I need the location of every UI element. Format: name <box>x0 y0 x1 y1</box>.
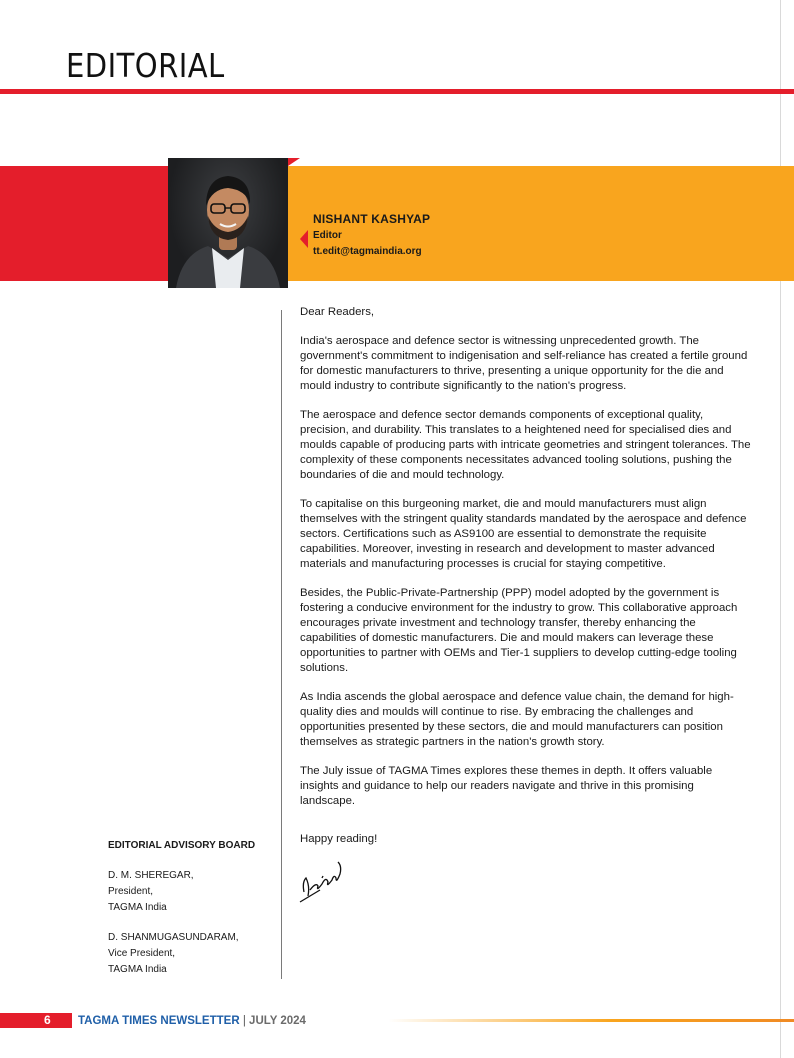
member-org: TAGMA India <box>108 902 167 913</box>
letter-paragraph: The July issue of TAGMA Times explores these themes in depth. It offers valuable insights and guidance to help our readers navigate and thrive in this promising landscape. <box>300 765 713 807</box>
footer-separator: | <box>242 1015 246 1027</box>
board-member <box>108 868 255 916</box>
member-name: D. SHANMUGASUNDARAM, <box>108 932 239 943</box>
editorial-letter <box>300 305 752 823</box>
board-member <box>108 930 255 978</box>
footer-publication-line <box>78 1014 306 1028</box>
page-number: 6 <box>44 1013 51 1027</box>
footer-page-block <box>0 1013 72 1028</box>
editor-role: Editor <box>313 230 342 241</box>
member-org: TAGMA India <box>108 964 167 975</box>
advisory-board-title: EDITORIAL ADVISORY BOARD <box>108 840 256 851</box>
editor-photo <box>168 158 288 288</box>
member-name: D. M. SHEREGAR, <box>108 870 194 881</box>
letter-paragraph: The aerospace and defence sector demands components of exceptional quality, precision, and durability. This translates to a heightened need for specialised dies and moulds capable of producing parts with intricate geometries and stringent tolerances. The complexity of these components necessitates advanced tooling solutions, pushing the boundaries of die and mould technology. <box>300 409 751 481</box>
advisory-board <box>108 838 255 992</box>
member-position: Vice President, <box>108 948 176 959</box>
footer-gradient-rule <box>388 1019 794 1022</box>
band-corner-accent <box>288 158 300 166</box>
editor-name: NISHANT KASHYAP <box>313 212 431 226</box>
page-title: EDITORIAL <box>66 46 225 85</box>
letter-paragraph: To capitalise on this burgeoning market, die and mould manufacturers must align themselves with the stringent quality standards mandated by the aerospace and defence sectors. Certifications such as AS9100 are essential to demonstrate the requisite capabilities. Moreover, investing in research and development to master advanced materials and manufacturing processes is crucial for staying competitive. <box>300 498 747 570</box>
letter-paragraph: Besides, the Public-Private-Partnership (PPP) model adopted by the government is fostering a conducive environment for the industry to grow. This collaborative approach encourages private investment and technology transfer, thereby enhancing the capabilities of domestic manufacturers. Die and mould makers can leverage these opportunities to partner with OEMs and Tier-1 suppliers to develop cutting-edge tooling solutions. <box>300 587 738 674</box>
issue-date: JULY 2024 <box>249 1015 306 1027</box>
letter-closing: Happy reading! <box>300 833 378 845</box>
letter-paragraph: As India ascends the global aerospace and defence value chain, the demand for high-quality dies and moulds will continue to rise. By embracing the challenges and opportunities presented by these sectors, die and mould manufacturers can position themselves as strategic partners in the nation's growth story. <box>300 691 734 748</box>
column-divider <box>281 310 282 979</box>
title-rule <box>0 89 794 94</box>
editor-signature <box>296 852 352 913</box>
letter-paragraph: India's aerospace and defence sector is witnessing unprecedented growth. The government's commitment to indigenisation and self-reliance has created a fertile ground for domestic manufacturers to thrive, presenting a unique opportunity for the die and mould industry to contribute significantly to the nation's progress. <box>300 335 748 392</box>
name-pointer-triangle <box>300 230 308 248</box>
publication-name: TAGMA TIMES NEWSLETTER <box>78 1015 240 1027</box>
page-edge-line <box>780 0 781 1058</box>
letter-greeting: Dear Readers, <box>300 306 375 318</box>
editor-email[interactable]: tt.edit@tagmaindia.org <box>313 246 422 257</box>
header-band-red <box>0 166 168 281</box>
member-position: President, <box>108 886 154 897</box>
